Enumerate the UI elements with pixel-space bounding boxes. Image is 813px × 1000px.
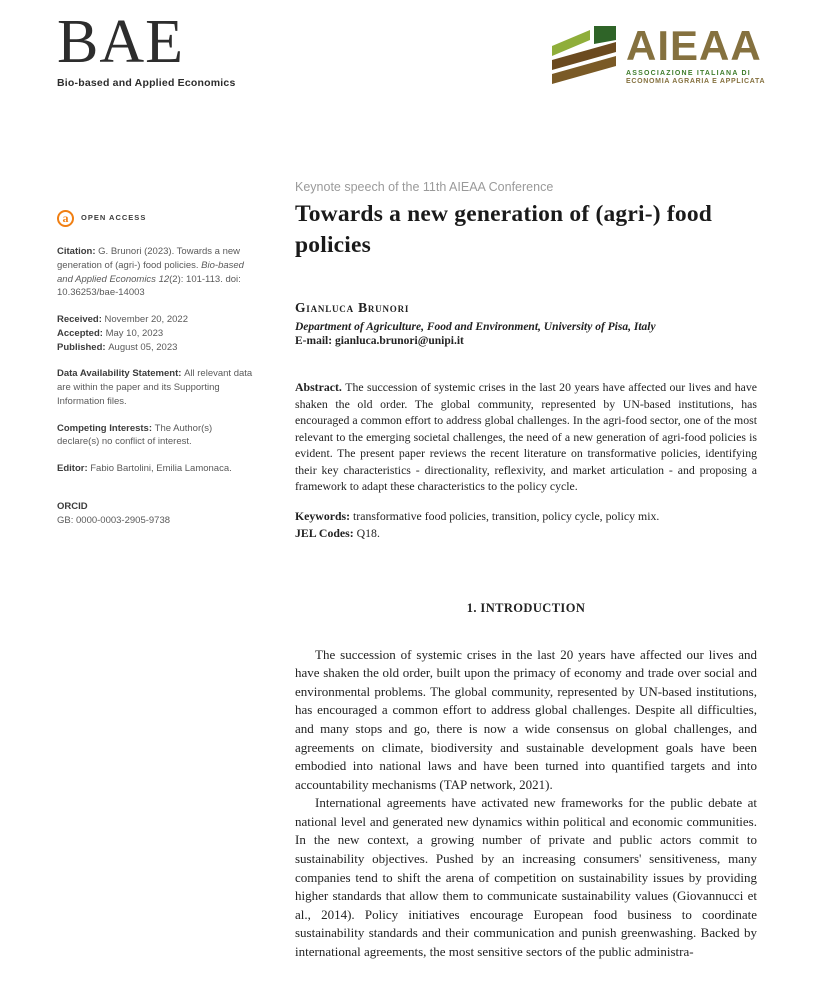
- association-logo-text: [626, 22, 766, 85]
- jel-codes: Q18.: [356, 525, 380, 540]
- section-heading-introduction: 1. INTRODUCTION: [466, 600, 586, 615]
- data-availability-text: All relevant data are within the paper and its Supporting Information files.: [57, 368, 253, 407]
- email-address[interactable]: gianluca.brunori@unipi.it: [334, 335, 464, 348]
- received-line: [57, 313, 255, 327]
- published-label: Published:: [57, 341, 109, 353]
- conference-kicker: Keynote speech of the 11th AIEAA Conference: [295, 180, 554, 194]
- accepted-label: Accepted:: [57, 327, 106, 339]
- published-date: August 05, 2023: [108, 341, 178, 353]
- orcid-block: [57, 500, 255, 528]
- accepted-line: [57, 327, 255, 341]
- orcid-id: GB: 0000-0003-2905-9738: [57, 514, 171, 526]
- keywords-label: Keywords:: [295, 508, 353, 523]
- abstract-text: The succession of systemic crises in the last 20 years have affected our lives and have shaken the old order. The global community, represented by UN-based institutions, has encouraged a common effort to address global challenges. In the agri-food sector, one of the most relevant to the emerging societal challenges, the need of a new generation of agri-food policies is evident. The present paper reviews the recent literature on transformative policies, identifying their key characteristics - directionality, reflexivity, and market articulation - and proposing a framework to adapt these characteristics to the policy cycle.: [295, 380, 757, 494]
- open-access-label: OPEN ACCESS: [81, 213, 147, 223]
- published-line: [57, 341, 255, 355]
- article-content: [295, 180, 757, 962]
- author-name: Gianluca Brunori: [295, 300, 410, 316]
- citation-label: Citation:: [57, 246, 99, 257]
- association-abbr: AIEAA: [626, 22, 762, 69]
- received-label: Received:: [57, 314, 105, 326]
- author-affiliation: Department of Agriculture, Food and Environment, University of Pisa, Italy: [295, 321, 656, 334]
- keywords-row: [295, 509, 757, 524]
- citation-text: G. Brunori (2023). Towards a new generation of (agri-) food policies.: [57, 246, 241, 271]
- intro-paragraph-2: International agreements have activated new frameworks for the public debate at national level and generated new dynamics within political and economic communities. In the new context, a growing number of private and public actors commit to sustainability objectives. Pushed by an increasing consumers' sensitiveness, many companies tend to shift the arena of competition on sustainability issues by providing higher standards that allow them to communicate sustainability values (Giovannucci et al., 2014). Policy initiatives encourage European food business to coordinate sustainability standards and their communication and punish greenwashing. Backed by international agreements, the most sensitive sectors of the public administra-: [295, 795, 757, 959]
- association-tagline-line1: ASSOCIAZIONE ITALIANA DI: [626, 69, 751, 77]
- citation-block: [57, 245, 255, 300]
- editor-label: Editor:: [57, 463, 91, 475]
- accepted-date: May 10, 2023: [105, 327, 164, 339]
- open-access-icon: a: [57, 210, 74, 227]
- article-metadata-sidebar: [57, 210, 255, 540]
- keywords-text: transformative food policies, transition, policy cycle, policy mix.: [353, 508, 660, 523]
- competing-interests-label: Competing Interests:: [57, 422, 155, 434]
- orcid-label: ORCID: [57, 500, 88, 512]
- citation-journal: Bio-based and Applied Economics 12: [57, 259, 244, 285]
- association-logo: [552, 22, 766, 85]
- editor-block: [57, 462, 255, 476]
- article-title: Towards a new generation of (agri-) food policies: [295, 201, 713, 258]
- jel-label: JEL Codes:: [295, 525, 357, 540]
- aieaa-mark-icon: [552, 26, 616, 84]
- email-label: E-mail:: [295, 335, 335, 348]
- intro-paragraph-1: The succession of systemic crises in the last 20 years have affected our lives and have shaken the old order, built upon the primacy of economy and trade over social and environmental problems. The global community, represented by UN-based institutions, has encouraged a common effort to address global challenges. Despite all difficulties, and many stops and go, there is now a wide consensus on global challenges, and agreements on climate, biodiversity and sustainable development goals have been embodied into national laws and have been turned into quantified targets and into accountability mechanisms (TAP network, 2021).: [295, 646, 757, 792]
- dates-block: [57, 313, 255, 354]
- abstract-label: Abstract.: [295, 380, 346, 395]
- association-tagline-line2: ECONOMIA AGRARIA E APPLICATA: [626, 77, 766, 85]
- author-email-row: [295, 335, 757, 347]
- editor-names: Fabio Bartolini, Emilia Lamonaca.: [90, 463, 232, 475]
- journal-abbr: BAE: [57, 8, 184, 76]
- citation-doi: (2): 101-113. doi: 10.36253/bae-14003: [57, 273, 241, 299]
- received-date: November 20, 2022: [104, 314, 188, 326]
- journal-name: Bio-based and Applied Economics: [57, 77, 236, 90]
- open-access-row: [57, 210, 255, 227]
- competing-interests-block: [57, 422, 255, 450]
- data-availability-block: [57, 367, 255, 408]
- competing-interests-text: The Author(s) declare(s) no conflict of interest.: [57, 422, 213, 448]
- jel-codes-row: [295, 526, 757, 541]
- abstract: [295, 379, 757, 495]
- data-availability-label: Data Availability Statement:: [57, 368, 185, 380]
- journal-logo: [57, 10, 236, 89]
